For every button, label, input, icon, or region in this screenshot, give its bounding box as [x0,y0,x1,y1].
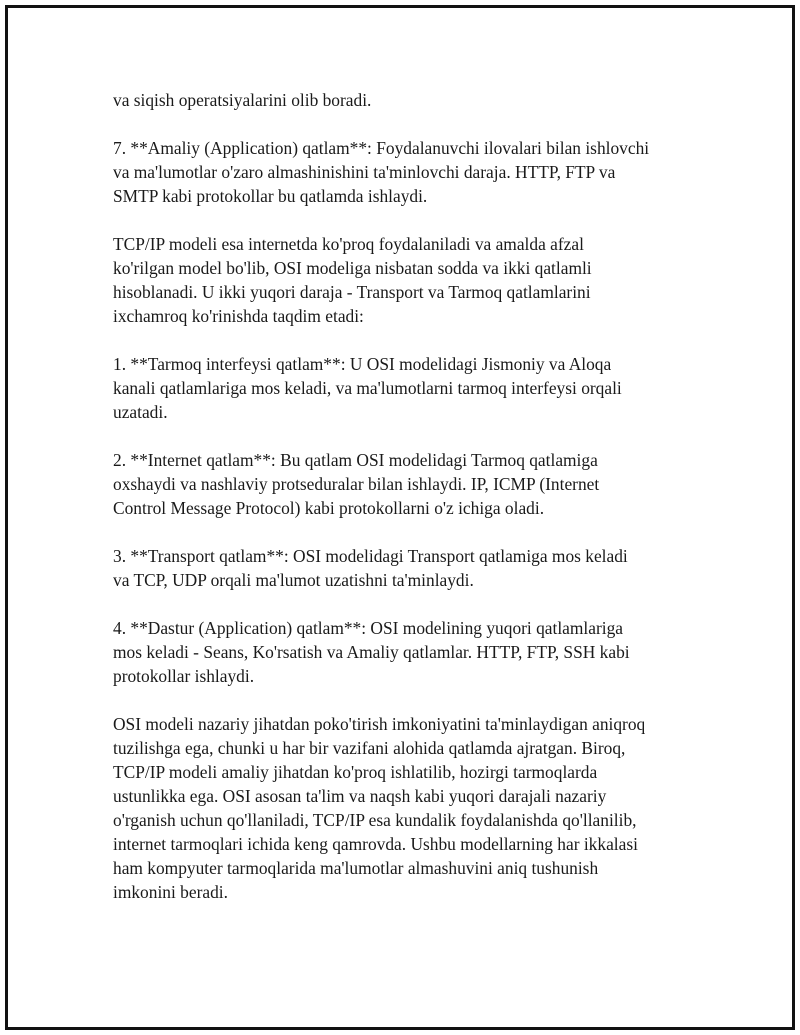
text-line: ko'rilgan model bo'lib, OSI modeliga nisbatan sodda va ikki qatlamli [113,258,592,278]
text-line: va ma'lumotlar o'zaro almashinishini ta'minlovchi daraja. HTTP, FTP va [113,162,616,182]
text-line: OSI modeli nazariy jihatdan poko'tirish imkoniyatini ta'minlaydigan aniqroq [113,714,646,734]
paragraph-gap [113,208,713,232]
text-line: 1. **Tarmoq interfeysi qatlam**: U OSI modelidagi Jismoniy va Aloqa [113,354,612,374]
text-line: hisoblanadi. U ikki yuqori daraja - Transport va Tarmoq qatlamlarini [113,282,591,302]
paragraph-transport-layer [113,544,713,592]
paragraph-internet-layer [113,448,713,520]
text-line: protokollar ishlaydi. [113,666,255,686]
text-line: uzatadi. [113,402,168,422]
text-line: ustunlikka ega. OSI asosan ta'lim va naqsh kabi yuqori darajali nazariy [113,786,607,806]
paragraph-gap [113,112,713,136]
paragraph-application-layer-tcpip [113,616,713,688]
paragraph-continuation [113,88,713,112]
paragraph-application-layer-osi [113,136,713,208]
text-line: Control Message Protocol) kabi protokollarni o'z ichiga oladi. [113,498,545,518]
text-line: va siqish operatsiyalarini olib boradi. [113,90,372,110]
text-line: TCP/IP modeli esa internetda ko'proq foydalaniladi va amalda afzal [113,234,584,254]
paragraph-gap [113,520,713,544]
text-line: 7. **Amaliy (Application) qatlam**: Foydalanuvchi ilovalari bilan ishlovchi [113,138,650,158]
text-line: 2. **Internet qatlam**: Bu qatlam OSI modelidagi Tarmoq qatlamiga [113,450,598,470]
text-line: o'rganish uchun qo'llaniladi, TCP/IP esa kundalik foydalanishda qo'llanilib, [113,810,637,830]
text-line: 4. **Dastur (Application) qatlam**: OSI modelining yuqori qatlamlariga [113,618,624,638]
text-line: SMTP kabi protokollar bu qatlamda ishlaydi. [113,186,428,206]
text-line: 3. **Transport qatlam**: OSI modelidagi Transport qatlamiga mos keladi [113,546,628,566]
paragraph-gap [113,592,713,616]
document-body [113,88,713,904]
paragraph-gap [113,424,713,448]
paragraph-gap [113,688,713,712]
paragraph-conclusion [113,712,713,904]
text-line: kanali qatlamlariga mos keladi, va ma'lumotlarni tarmoq interfeysi orqali [113,378,622,398]
paragraph-gap [113,328,713,352]
text-line: tuzilishga ega, chunki u har bir vazifani alohida qatlamda ajratgan. Biroq, [113,738,626,758]
text-line: imkonini beradi. [113,882,228,902]
text-line: oxshaydi va nashlaviy protseduralar bilan ishlaydi. IP, ICMP (Internet [113,474,600,494]
text-line: ixchamroq ko'rinishda taqdim etadi: [113,306,364,326]
text-line: mos keladi - Seans, Ko'rsatish va Amaliy qatlamlar. HTTP, FTP, SSH kabi [113,642,630,662]
paragraph-tcpip-intro [113,232,713,328]
text-line: TCP/IP modeli amaliy jihatdan ko'proq ishlatilib, hozirgi tarmoqlarda [113,762,598,782]
text-line: internet tarmoqlari ichida keng qamrovda. Ushbu modellarning har ikkalasi [113,834,638,854]
paragraph-network-interface-layer [113,352,713,424]
text-line: va TCP, UDP orqali ma'lumot uzatishni ta'minlaydi. [113,570,474,590]
text-line: ham kompyuter tarmoqlarida ma'lumotlar almashuvini aniq tushunish [113,858,599,878]
